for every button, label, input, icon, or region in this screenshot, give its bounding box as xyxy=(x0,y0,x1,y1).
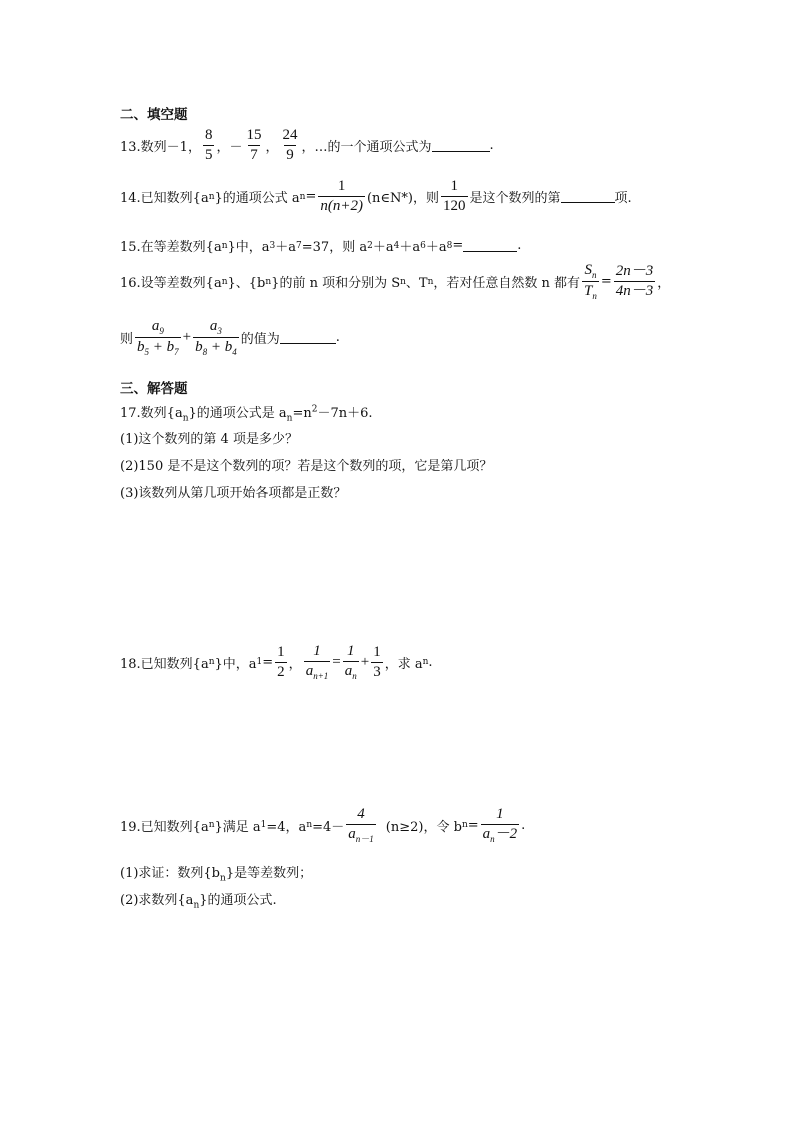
fraction: $\frac{1}{a_{n+1}}$ xyxy=(305,643,329,682)
question-16: 16.设等差数列{a n }、{b n }的前 n 项和分别为 S n 、T n ，若对任意自然数 n 都有 $\frac{S_n}{T_n}$ = $\frac{2n-3}{4n-3}$ ， xyxy=(120,262,671,302)
fraction: $\frac{1}{a_n}$ xyxy=(344,643,357,682)
fraction: $\frac{1}{n(n+2)}$ xyxy=(320,178,363,215)
question-19: 19.已知数列{a n }满足 a 1 =4，a n =4－ $\frac{4}{a_{n-1}}$ (n≥2)，令 b n = $\frac{1}{a_n-2}$ . xyxy=(120,806,526,845)
fraction: $\frac{1}{3}$ xyxy=(373,643,381,680)
question-17-part-3: (3)该数列从第几项开始各项都是正数？ xyxy=(120,486,347,501)
answer-blank xyxy=(463,239,517,252)
fraction: $\frac{15}{7}$ xyxy=(246,127,262,164)
fraction: $\frac{a_3}{b_8 + b_4}$ xyxy=(195,318,237,358)
fraction: $\frac{24}{9}$ xyxy=(282,127,298,164)
question-17-part-2: (2)150 是不是这个数列的项？若是这个数列的项，它是第几项？ xyxy=(120,459,493,474)
section-heading-fill: 二、填空题 xyxy=(120,107,188,123)
fraction: $\frac{a_9}{b_5 + b_7}$ xyxy=(137,318,179,358)
question-16-continued: 则 $\frac{a_9}{b_5 + b_7}$ + $\frac{a_3}{b_8 + b_4}$ 的值为 . xyxy=(120,318,340,358)
question-17-stem: 17.数列$\{a_n\}$的通项公式是 $a_n=n^2-7n+6$. xyxy=(120,404,373,424)
question-13: 13.数列－1， $\frac{8}{5}$ ，－ $\frac{15}{7}$ ， $\frac{24}{9}$ ，…的一个通项公式为 . xyxy=(120,127,494,164)
section-heading-answer: 三、解答题 xyxy=(120,381,188,397)
fraction: $\frac{8}{5}$ xyxy=(204,127,213,164)
fraction: $\frac{2n-3}{4n-3}$ xyxy=(615,263,654,300)
question-19-part-1: (1)求证：数列$\{b_n\}$是等差数列； xyxy=(120,866,313,884)
fraction: $\frac{1}{a_n-2}$ xyxy=(482,806,518,845)
answer-blank xyxy=(280,331,336,344)
fraction: $\frac{S_n}{T_n}$ xyxy=(584,262,597,302)
answer-blank xyxy=(561,190,615,203)
answer-blank xyxy=(432,139,490,152)
fraction: $\frac{4}{a_{n-1}}$ xyxy=(348,806,374,845)
question-19-part-2: (2)求数列$\{a_n\}$的通项公式. xyxy=(120,893,277,911)
fraction: $\frac{1}{120}$ xyxy=(443,178,466,215)
question-15: 15.在等差数列{a n }中，a 3 ＋a 7 =37，则 a 2 ＋a 4 ＋a 6 ＋a 8 = . xyxy=(120,238,522,255)
fraction: $\frac{1}{2}$ xyxy=(277,643,285,680)
question-14: 14.已知数列{a n }的通项公式 a n = $\frac{1}{n(n+2)}$ (n∈N*)，则 $\frac{1}{120}$ 是这个数列的第 项. xyxy=(120,178,632,215)
question-18: 18.已知数列{a n }中，a 1 = $\frac{1}{2}$ ， $\frac{1}{a_{n+1}}$ = $\frac{1}{a_n}$ + $\frac{1}{3}$ ，求 a n . xyxy=(120,643,433,682)
question-17-part-1: (1)这个数列的第 4 项是多少？ xyxy=(120,432,298,447)
